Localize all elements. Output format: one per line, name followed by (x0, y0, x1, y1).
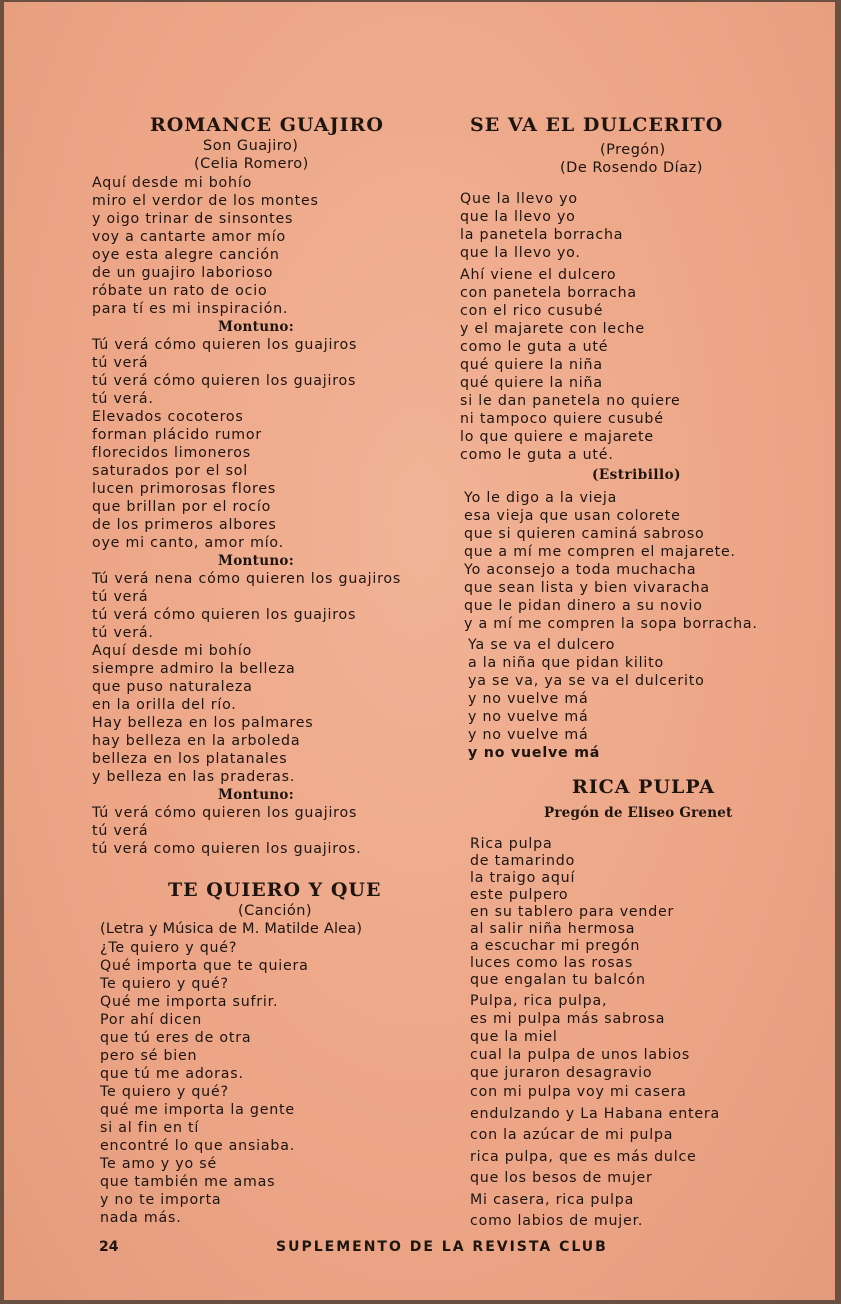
lyric-line: Tú verá nena cómo quieren los guajiros (92, 571, 402, 587)
lyric-line: Que la llevo yo (460, 191, 578, 207)
te-quiero-lyrics (100, 939, 309, 1227)
lyric-line: Qué me importa sufrir. (100, 994, 279, 1010)
lyric-line: que la miel (470, 1029, 558, 1045)
magazine-page (4, 2, 835, 1300)
lyric-line: nada más. (100, 1210, 182, 1226)
lyric-line: en su tablero para vender (470, 904, 675, 920)
lyric-line: que los besos de mujer (470, 1170, 653, 1186)
lyric-line: tú verá (92, 589, 149, 605)
lyric-line: Te amo y yo sé (100, 1156, 218, 1172)
lyric-line: tú verá. (92, 391, 154, 407)
rica-pulpa-stanza-2 (470, 992, 690, 1082)
lyric-line: ¿Te quiero y qué? (100, 940, 238, 956)
rica-pulpa-author: Pregón de Eliseo Grenet (544, 805, 733, 821)
lyric-line: tú verá como quieren los guajiros. (92, 841, 362, 857)
lyric-line: Elevados cocoteros (92, 409, 244, 425)
te-quiero-author: (Letra y Música de M. Matilde Alea) (100, 921, 363, 937)
lyric-line: con mi pulpa voy mi casera (470, 1084, 687, 1100)
dulcerito-estribillo (464, 489, 758, 633)
lyric-line: tú verá cómo quieren los guajiros (92, 373, 357, 389)
lyric-line: endulzando y La Habana entera (470, 1105, 720, 1122)
lyric-line: que la llevo yo. (460, 245, 581, 261)
lyric-line: si le dan panetela no quiere (460, 393, 681, 409)
lyric-line: y oigo trinar de sinsontes (92, 211, 294, 227)
rica-pulpa-title: RICA PULPA (572, 776, 716, 798)
montuno-label: Montuno: (218, 553, 295, 569)
lyric-line: lucen primorosas flores (92, 481, 277, 497)
te-quiero-genre: (Canción) (238, 903, 313, 919)
lyric-line: cual la pulpa de unos labios (470, 1047, 691, 1063)
lyric-line: Tú verá cómo quieren los guajiros (92, 805, 358, 821)
page-number: 24 (99, 1239, 119, 1255)
lyric-line: luces como las rosas (470, 955, 634, 971)
lyric-line: Pulpa, rica pulpa, (470, 993, 608, 1009)
lyric-line: belleza en los platanales (92, 751, 288, 767)
romance-guajiro-title: ROMANCE GUAJIRO (150, 114, 384, 136)
te-quiero-title: TE QUIERO Y QUE (168, 879, 382, 901)
lyric-line: como le guta a uté. (460, 447, 614, 463)
lyric-line: forman plácido rumor (92, 427, 263, 443)
lyric-line: Rica pulpa (470, 836, 553, 852)
dulcerito-stanza-2 (460, 266, 681, 464)
lyric-line: que tú me adoras. (100, 1066, 244, 1082)
lyric-line: que a mí me compren el majarete. (464, 544, 736, 560)
lyric-line: con el rico cusubé (460, 303, 604, 319)
lyric-line: pero sé bien (100, 1048, 198, 1064)
montuno-label: Montuno: (218, 787, 295, 803)
lyric-line: que si quieren caminá sabroso (464, 526, 705, 542)
lyric-line: saturados por el sol (92, 463, 248, 479)
dulcerito-genre: (Pregón) (600, 142, 666, 158)
lyric-line: ya se va, ya se va el dulcerito (468, 673, 705, 689)
lyric-line: como labios de mujer. (470, 1213, 644, 1229)
lyric-line: Ya se va el dulcero (468, 637, 616, 653)
lyric-line: de un guajiro laborioso (92, 265, 274, 281)
lyric-line: que sean lista y bien vivaracha (464, 580, 710, 596)
footer-title: SUPLEMENTO DE LA REVISTA CLUB (276, 1239, 608, 1255)
lyric-line: y el majarete con leche (460, 321, 645, 337)
lyric-line: de los primeros albores (92, 517, 277, 533)
lyric-line: florecidos limoneros (92, 445, 251, 461)
lyric-line: con panetela borracha (460, 285, 637, 301)
lyric-line: Tú verá cómo quieren los guajiros (92, 337, 358, 353)
lyric-line: al salir niña hermosa (470, 921, 636, 937)
lyric-line: oye esta alegre canción (92, 247, 280, 263)
dulcerito-author: (De Rosendo Díaz) (560, 160, 703, 176)
lyric-line: miro el verdor de los montes (92, 193, 319, 209)
lyric-line: Aquí desde mi bohío (92, 175, 253, 191)
lyric-line: y no te importa (100, 1192, 222, 1208)
lyric-line: que puso naturaleza (92, 679, 253, 695)
dulcerito-title: SE VA EL DULCERITO (470, 114, 724, 136)
lyric-line: ni tampoco quiere cusubé (460, 411, 664, 427)
lyric-line: en la orilla del río. (92, 697, 237, 713)
estribillo-label: (Estribillo) (592, 467, 681, 483)
lyric-line: que le pidan dinero a su novio (464, 598, 703, 614)
lyric-line: Ahí viene el dulcero (460, 267, 617, 283)
lyric-line: tú verá cómo quieren los guajiros (92, 607, 357, 623)
lyric-line: Aquí desde mi bohío (92, 643, 253, 659)
lyric-line: a la niña que pidan kilito (468, 655, 664, 671)
lyric-line: que engalan tu balcón (470, 972, 646, 988)
dulcerito-stanza-3 (468, 636, 705, 762)
rica-pulpa-stanza-1 (470, 836, 674, 989)
lyric-line: y no vuelve má (468, 691, 589, 707)
rica-pulpa-stanza-3 (470, 1082, 720, 1233)
romance-guajiro-author: (Celia Romero) (194, 156, 309, 172)
lyric-line: voy a cantarte amor mío (92, 229, 286, 245)
lyric-line: qué quiere la niña (460, 357, 603, 373)
lyric-line: qué me importa la gente (100, 1102, 295, 1118)
dulcerito-stanza-1 (460, 190, 623, 262)
lyric-line: Yo aconsejo a toda muchacha (464, 562, 697, 578)
lyric-line: este pulpero (470, 887, 569, 903)
lyric-line: con la azúcar de mi pulpa (470, 1127, 674, 1143)
lyric-line: Mi casera, rica pulpa (470, 1191, 635, 1208)
lyric-line: Te quiero y qué? (100, 976, 229, 992)
lyric-line: tú verá (92, 823, 149, 839)
lyric-line: es mi pulpa más sabrosa (470, 1011, 666, 1027)
lyric-line: qué quiere la niña (460, 375, 603, 391)
lyric-line: y no vuelve má (468, 745, 601, 761)
lyric-line: que juraron desagravio (470, 1065, 653, 1081)
lyric-line: y no vuelve má (468, 709, 589, 725)
lyric-line: lo que quiere e majarete (460, 429, 654, 445)
lyric-line: Hay belleza en los palmares (92, 715, 314, 731)
lyric-line: róbate un rato de ocio (92, 283, 268, 299)
lyric-line: la panetela borracha (460, 227, 624, 243)
lyric-line: para tí es mi inspiración. (92, 301, 289, 317)
lyric-line: tú verá. (92, 625, 154, 641)
lyric-line: Por ahí dicen (100, 1012, 203, 1028)
lyric-line: y belleza en las praderas. (92, 769, 296, 785)
lyric-line: que brillan por el rocío (92, 499, 272, 515)
lyric-line: la traigo aquí (470, 870, 576, 886)
lyric-line: Yo le digo a la vieja (464, 490, 618, 506)
lyric-line: encontré lo que ansiaba. (100, 1138, 296, 1154)
lyric-line: hay belleza en la arboleda (92, 733, 301, 749)
lyric-line: y no vuelve má (468, 727, 589, 743)
lyric-line: Te quiero y qué? (100, 1084, 229, 1100)
romance-guajiro-lyrics (92, 174, 401, 858)
lyric-line: que la llevo yo (460, 209, 576, 225)
romance-guajiro-genre: Son Guajiro) (203, 138, 299, 154)
lyric-line: siempre admiro la belleza (92, 661, 296, 677)
montuno-label: Montuno: (218, 319, 295, 335)
lyric-line: a escuchar mi pregón (470, 938, 641, 954)
lyric-line: esa vieja que usan colorete (464, 508, 681, 524)
lyric-line: rica pulpa, que es más dulce (470, 1148, 697, 1165)
lyric-line: que también me amas (100, 1174, 276, 1190)
page-footer (4, 1239, 835, 1259)
lyric-line: como le guta a uté (460, 339, 609, 355)
lyric-line: que tú eres de otra (100, 1030, 252, 1046)
lyric-line: Qué importa que te quiera (100, 958, 309, 974)
lyric-line: y a mí me compren la sopa borracha. (464, 616, 758, 632)
lyric-line: si al fin en tí (100, 1120, 200, 1136)
lyric-line: tú verá (92, 355, 149, 371)
lyric-line: de tamarindo (470, 853, 576, 869)
lyric-line: oye mi canto, amor mío. (92, 535, 284, 551)
